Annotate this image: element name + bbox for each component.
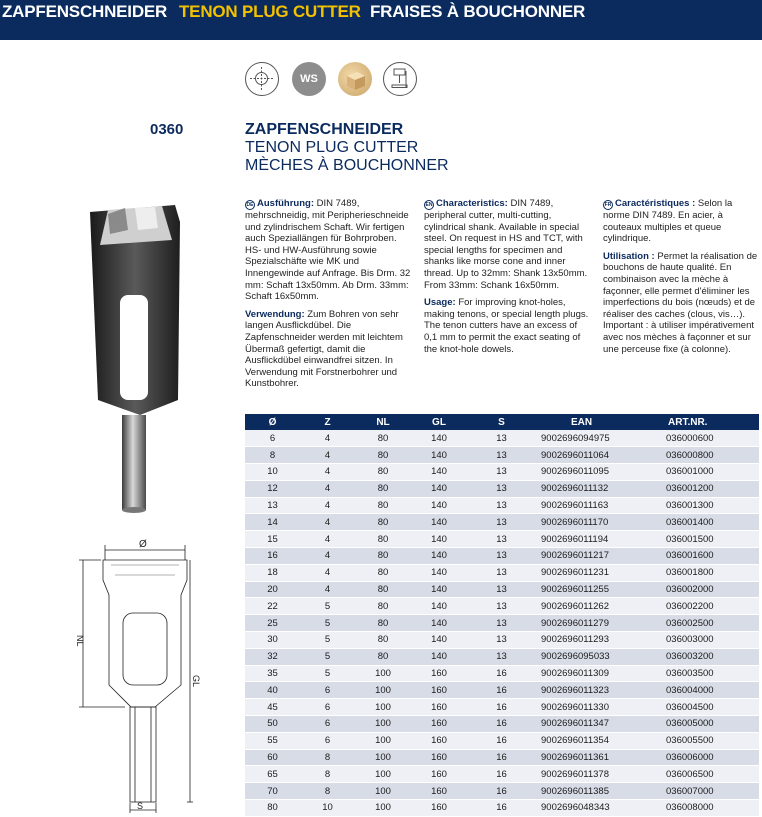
cell-gl: 160 bbox=[411, 682, 467, 699]
table-row bbox=[245, 732, 759, 749]
cell-art-nr: 036003200 bbox=[664, 648, 759, 665]
header-ean: EAN bbox=[536, 414, 664, 430]
cell-gl: 160 bbox=[411, 665, 467, 682]
cell-s: 16 bbox=[467, 766, 536, 783]
cell-ean: 9002696011293 bbox=[536, 632, 664, 649]
cell-s: 16 bbox=[467, 800, 536, 817]
cell-gl: 140 bbox=[411, 632, 467, 649]
cell-gl: 160 bbox=[411, 732, 467, 749]
drill-press-icon bbox=[383, 62, 417, 96]
cell-nl: 80 bbox=[355, 632, 411, 649]
table-row bbox=[245, 749, 759, 766]
cell-art-nr: 036000600 bbox=[664, 430, 759, 447]
table-row bbox=[245, 581, 759, 598]
table-row bbox=[245, 480, 759, 497]
shank-label: S bbox=[137, 801, 144, 811]
cell-z: 10 bbox=[300, 800, 355, 817]
cell-art-nr: 036000800 bbox=[664, 447, 759, 464]
cell-ean: 9002696011064 bbox=[536, 447, 664, 464]
table-header-row bbox=[245, 414, 759, 430]
article-group-number: 0360 bbox=[150, 121, 184, 138]
table-row bbox=[245, 699, 759, 716]
cell-s: 16 bbox=[467, 783, 536, 800]
cell-diameter: 55 bbox=[245, 732, 300, 749]
cell-diameter: 30 bbox=[245, 632, 300, 649]
gl-label: GL bbox=[191, 675, 201, 688]
cell-s: 13 bbox=[467, 598, 536, 615]
cell-ean: 9002696011163 bbox=[536, 497, 664, 514]
tool-dimension-drawing bbox=[75, 535, 210, 815]
cell-diameter: 80 bbox=[245, 800, 300, 817]
ws-label: WS bbox=[300, 73, 318, 85]
cell-z: 5 bbox=[300, 648, 355, 665]
cell-art-nr: 036001600 bbox=[664, 548, 759, 565]
cell-s: 13 bbox=[467, 632, 536, 649]
cell-nl: 100 bbox=[355, 732, 411, 749]
cell-z: 6 bbox=[300, 716, 355, 733]
cell-art-nr: 036005500 bbox=[664, 732, 759, 749]
cell-z: 5 bbox=[300, 615, 355, 632]
table-row bbox=[245, 497, 759, 514]
cell-art-nr: 036001800 bbox=[664, 564, 759, 581]
spec-table bbox=[245, 414, 759, 817]
usage-paragraph-en bbox=[424, 297, 590, 355]
cell-gl: 140 bbox=[411, 615, 467, 632]
table-body bbox=[245, 430, 759, 816]
cell-s: 13 bbox=[467, 447, 536, 464]
header-gl: GL bbox=[411, 414, 467, 430]
cell-gl: 140 bbox=[411, 548, 467, 565]
product-titles bbox=[245, 121, 449, 175]
table-row bbox=[245, 464, 759, 481]
cell-z: 5 bbox=[300, 632, 355, 649]
cell-art-nr: 036002500 bbox=[664, 615, 759, 632]
cell-nl: 80 bbox=[355, 581, 411, 598]
cell-nl: 80 bbox=[355, 497, 411, 514]
cell-art-nr: 036001500 bbox=[664, 531, 759, 548]
cell-z: 4 bbox=[300, 548, 355, 565]
cell-diameter: 60 bbox=[245, 749, 300, 766]
cell-gl: 140 bbox=[411, 564, 467, 581]
cell-nl: 80 bbox=[355, 548, 411, 565]
flag-de-icon: DE bbox=[246, 202, 254, 208]
table-row bbox=[245, 514, 759, 531]
cell-s: 13 bbox=[467, 497, 536, 514]
cell-ean: 9002696011378 bbox=[536, 766, 664, 783]
diameter-label: Ø bbox=[139, 539, 147, 550]
cell-ean: 9002696048343 bbox=[536, 800, 664, 817]
cell-ean: 9002696011309 bbox=[536, 665, 664, 682]
cell-ean: 9002696011279 bbox=[536, 615, 664, 632]
cell-gl: 140 bbox=[411, 447, 467, 464]
cell-diameter: 15 bbox=[245, 531, 300, 548]
spec-label-fr: Caractéristiques : bbox=[615, 198, 696, 209]
cell-s: 13 bbox=[467, 480, 536, 497]
cell-ean: 9002696011385 bbox=[536, 783, 664, 800]
cell-art-nr: 036004500 bbox=[664, 699, 759, 716]
cell-art-nr: 036003500 bbox=[664, 665, 759, 682]
cell-diameter: 20 bbox=[245, 581, 300, 598]
cell-s: 16 bbox=[467, 665, 536, 682]
cell-nl: 100 bbox=[355, 766, 411, 783]
cell-art-nr: 036008000 bbox=[664, 800, 759, 817]
cell-art-nr: 036001400 bbox=[664, 514, 759, 531]
cell-s: 13 bbox=[467, 648, 536, 665]
cell-s: 16 bbox=[467, 699, 536, 716]
crosshair-icon bbox=[245, 62, 279, 96]
cell-nl: 80 bbox=[355, 564, 411, 581]
cell-gl: 140 bbox=[411, 497, 467, 514]
cell-diameter: 12 bbox=[245, 480, 300, 497]
cell-art-nr: 036003000 bbox=[664, 632, 759, 649]
description-fr bbox=[603, 198, 759, 361]
spec-text-de: DIN 7489, mehrschneidig, mit Peripherieschneide und zylindrischem Schaft. Wir fertigen auch Speziallängen für Bohrproben. HS- und HW-Ausführung sowie Spezialschäfte wie MK und Innengewinde auf Anfrage. Bis Drm. 32 mm: Schaft 13x50mm. Ab Drm. 33mm: Schaft 16x50mm. bbox=[245, 198, 411, 303]
cell-art-nr: 036001000 bbox=[664, 464, 759, 481]
cell-gl: 140 bbox=[411, 648, 467, 665]
usage-label-de: Verwendung: bbox=[245, 308, 305, 320]
cell-gl: 160 bbox=[411, 800, 467, 817]
spec-text-en: DIN 7489, peripheral cutter, multi-cutting, cylindrical shank. Available in special steel. On request in HS and TCT, with special lengths for specimen and shanks like morse cone and inner thread. Up to 32mm: Shank 13x50mm. From 33mm: Schank 16x50mm. bbox=[424, 198, 588, 291]
description-de bbox=[245, 198, 411, 396]
usage-text-en: For improving knot-holes, making tenons, or special length plugs. The tenon cutters have an excess of 0,1 mm to permit the exact seating of the knot-hole dowels. bbox=[424, 297, 589, 355]
cell-nl: 80 bbox=[355, 480, 411, 497]
header-diameter: Ø bbox=[245, 414, 300, 430]
cell-gl: 160 bbox=[411, 716, 467, 733]
usage-text-de: Zum Bohren von sehr langen Ausflickdübel. Die Zapfenschneider werden mit leichtem Übermaß gefertigt, damit die Ausflickdübel einwandfrei sitzen. In Verwendung mit Forstnerbohrer und Kunstbohrer. bbox=[245, 308, 403, 390]
cell-z: 5 bbox=[300, 598, 355, 615]
cell-gl: 160 bbox=[411, 749, 467, 766]
header-title-fr: FRAISES À BOUCHONNER bbox=[370, 2, 586, 21]
cell-ean: 9002696011194 bbox=[536, 531, 664, 548]
flag-fr-icon: FR bbox=[604, 202, 612, 208]
cell-ean: 9002696011262 bbox=[536, 598, 664, 615]
cell-nl: 80 bbox=[355, 615, 411, 632]
cell-z: 8 bbox=[300, 783, 355, 800]
spec-text-fr: Selon la norme DIN 7489. En acier, à couteaux multiples et queue cylindrique. bbox=[603, 198, 733, 245]
cell-nl: 100 bbox=[355, 665, 411, 682]
cell-gl: 140 bbox=[411, 531, 467, 548]
spec-label-de: Ausführung: bbox=[257, 198, 314, 209]
cell-diameter: 45 bbox=[245, 699, 300, 716]
cell-z: 4 bbox=[300, 447, 355, 464]
cell-art-nr: 036002000 bbox=[664, 581, 759, 598]
cell-ean: 9002696011095 bbox=[536, 464, 664, 481]
cell-diameter: 18 bbox=[245, 564, 300, 581]
cell-z: 4 bbox=[300, 581, 355, 598]
cell-s: 13 bbox=[467, 581, 536, 598]
table-row bbox=[245, 648, 759, 665]
cell-z: 4 bbox=[300, 430, 355, 447]
usage-label-fr: Utilisation : bbox=[603, 250, 655, 262]
cell-ean: 9002696011354 bbox=[536, 732, 664, 749]
usage-label-en: Usage: bbox=[424, 297, 456, 309]
cell-diameter: 13 bbox=[245, 497, 300, 514]
table-row bbox=[245, 447, 759, 464]
header-art-nr: ART.NR. bbox=[664, 414, 759, 430]
cell-nl: 80 bbox=[355, 464, 411, 481]
cell-diameter: 70 bbox=[245, 783, 300, 800]
cell-s: 13 bbox=[467, 464, 536, 481]
cell-nl: 80 bbox=[355, 531, 411, 548]
cell-z: 8 bbox=[300, 749, 355, 766]
cell-z: 4 bbox=[300, 514, 355, 531]
table-row bbox=[245, 598, 759, 615]
cell-nl: 100 bbox=[355, 716, 411, 733]
cell-art-nr: 036006500 bbox=[664, 766, 759, 783]
usage-paragraph-fr bbox=[603, 251, 759, 355]
cell-nl: 100 bbox=[355, 749, 411, 766]
cell-ean: 9002696011361 bbox=[536, 749, 664, 766]
cell-nl: 80 bbox=[355, 447, 411, 464]
cell-gl: 140 bbox=[411, 581, 467, 598]
cell-diameter: 25 bbox=[245, 615, 300, 632]
cell-z: 4 bbox=[300, 497, 355, 514]
cell-ean: 9002696011132 bbox=[536, 480, 664, 497]
cell-s: 13 bbox=[467, 564, 536, 581]
table-row bbox=[245, 531, 759, 548]
table-row bbox=[245, 430, 759, 447]
table-row bbox=[245, 548, 759, 565]
cell-z: 4 bbox=[300, 531, 355, 548]
table-row bbox=[245, 564, 759, 581]
cell-gl: 140 bbox=[411, 464, 467, 481]
cell-art-nr: 036005000 bbox=[664, 716, 759, 733]
cell-ean: 9002696011323 bbox=[536, 682, 664, 699]
header-band bbox=[0, 0, 762, 40]
cell-nl: 100 bbox=[355, 783, 411, 800]
cell-diameter: 40 bbox=[245, 682, 300, 699]
product-title-en: TENON PLUG CUTTER bbox=[245, 139, 419, 156]
cell-s: 13 bbox=[467, 430, 536, 447]
cell-z: 6 bbox=[300, 699, 355, 716]
cell-s: 16 bbox=[467, 732, 536, 749]
cell-ean: 9002696011347 bbox=[536, 716, 664, 733]
cell-art-nr: 036004000 bbox=[664, 682, 759, 699]
cell-nl: 80 bbox=[355, 648, 411, 665]
cell-s: 13 bbox=[467, 615, 536, 632]
cell-ean: 9002696011255 bbox=[536, 581, 664, 598]
cell-gl: 140 bbox=[411, 430, 467, 447]
table-row bbox=[245, 800, 759, 817]
cell-s: 13 bbox=[467, 531, 536, 548]
cell-nl: 80 bbox=[355, 514, 411, 531]
ws-steel-icon bbox=[292, 62, 326, 96]
cell-diameter: 8 bbox=[245, 447, 300, 464]
cell-z: 6 bbox=[300, 682, 355, 699]
cell-gl: 140 bbox=[411, 480, 467, 497]
product-title-de: ZAPFENSCHNEIDER bbox=[245, 121, 404, 138]
cell-diameter: 32 bbox=[245, 648, 300, 665]
table-row bbox=[245, 682, 759, 699]
table-row bbox=[245, 783, 759, 800]
cell-art-nr: 036002200 bbox=[664, 598, 759, 615]
cell-art-nr: 036001200 bbox=[664, 480, 759, 497]
cell-nl: 80 bbox=[355, 430, 411, 447]
spec-paragraph-fr bbox=[603, 198, 759, 245]
cell-diameter: 65 bbox=[245, 766, 300, 783]
cell-art-nr: 036006000 bbox=[664, 749, 759, 766]
cell-ean: 9002696011330 bbox=[536, 699, 664, 716]
cell-s: 16 bbox=[467, 682, 536, 699]
header-z: Z bbox=[300, 414, 355, 430]
cell-z: 4 bbox=[300, 464, 355, 481]
flag-en-icon: EN bbox=[425, 202, 433, 208]
cell-s: 13 bbox=[467, 514, 536, 531]
tool-photo bbox=[80, 200, 200, 515]
cell-nl: 100 bbox=[355, 699, 411, 716]
cell-nl: 100 bbox=[355, 682, 411, 699]
cell-s: 16 bbox=[467, 749, 536, 766]
table-row bbox=[245, 766, 759, 783]
cell-z: 5 bbox=[300, 665, 355, 682]
cell-diameter: 22 bbox=[245, 598, 300, 615]
cell-z: 6 bbox=[300, 732, 355, 749]
cell-diameter: 10 bbox=[245, 464, 300, 481]
cell-gl: 160 bbox=[411, 699, 467, 716]
cell-z: 4 bbox=[300, 564, 355, 581]
cell-ean: 9002696011231 bbox=[536, 564, 664, 581]
cell-nl: 100 bbox=[355, 800, 411, 817]
cell-art-nr: 036007000 bbox=[664, 783, 759, 800]
cell-gl: 160 bbox=[411, 766, 467, 783]
cell-ean: 9002696011170 bbox=[536, 514, 664, 531]
header-title-en: TENON PLUG CUTTER bbox=[179, 2, 361, 21]
cell-gl: 140 bbox=[411, 598, 467, 615]
spec-paragraph-de bbox=[245, 198, 411, 303]
nl-label: NL bbox=[75, 635, 85, 647]
cell-diameter: 16 bbox=[245, 548, 300, 565]
cell-nl: 80 bbox=[355, 598, 411, 615]
cell-ean: 9002696094975 bbox=[536, 430, 664, 447]
description-en bbox=[424, 198, 590, 361]
cell-diameter: 14 bbox=[245, 514, 300, 531]
spec-label-en: Characteristics: bbox=[436, 198, 508, 209]
cell-diameter: 35 bbox=[245, 665, 300, 682]
table-row bbox=[245, 716, 759, 733]
wood-icon bbox=[338, 62, 372, 96]
cell-gl: 140 bbox=[411, 514, 467, 531]
cell-z: 4 bbox=[300, 480, 355, 497]
table-row bbox=[245, 632, 759, 649]
cell-z: 8 bbox=[300, 766, 355, 783]
cell-ean: 9002696011217 bbox=[536, 548, 664, 565]
table-row bbox=[245, 615, 759, 632]
table-row bbox=[245, 665, 759, 682]
cell-diameter: 50 bbox=[245, 716, 300, 733]
cell-s: 16 bbox=[467, 716, 536, 733]
product-title-fr: MÈCHES À BOUCHONNER bbox=[245, 157, 449, 174]
header-title-de: ZAPFENSCHNEIDER bbox=[2, 2, 168, 21]
cell-art-nr: 036001300 bbox=[664, 497, 759, 514]
cell-gl: 160 bbox=[411, 783, 467, 800]
header-nl: NL bbox=[355, 414, 411, 430]
spec-paragraph-en bbox=[424, 198, 590, 291]
usage-paragraph-de bbox=[245, 309, 411, 390]
cell-ean: 9002696095033 bbox=[536, 648, 664, 665]
header-s: S bbox=[467, 414, 536, 430]
cell-diameter: 6 bbox=[245, 430, 300, 447]
usage-text-fr: Permet la réalisation de bouchons de haute qualité. En combinaison avec la mèche à façonner, elle permet d'éliminer les imperfections du bois (nœuds) et de réaliser des caches (clous, vis…). Important : à utiliser impérativement avec nos mèches à façonner et sur une perceuse fixe (à colonne). bbox=[603, 250, 758, 355]
cell-s: 13 bbox=[467, 548, 536, 565]
